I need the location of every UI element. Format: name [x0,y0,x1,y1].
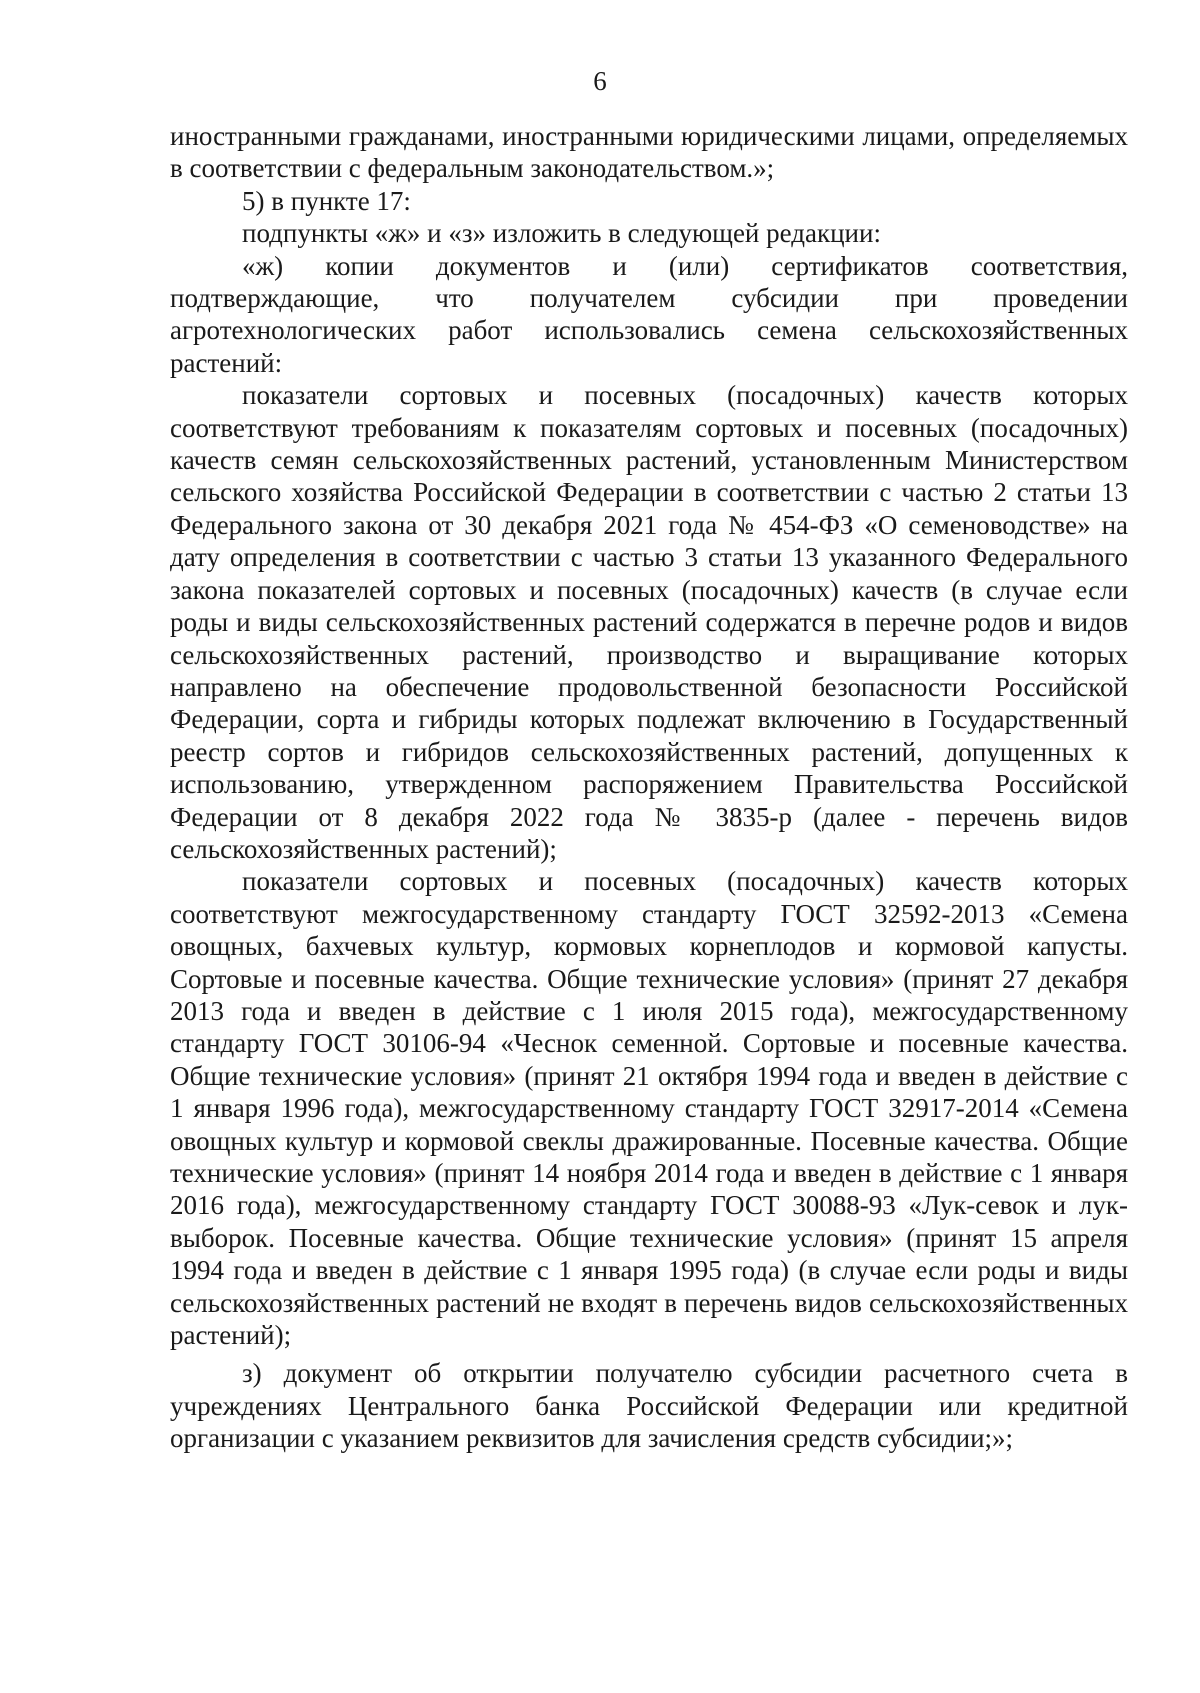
document-body [170,120,1128,1455]
paragraph-continuation: иностранными гражданами, иностранными юридическими лицами, определяемых в соответствии с федеральным законодательством.»; [170,121,1128,184]
paragraph-subpoint-z: з) документ об открытии получателю субсидии расчетного счета в учреждениях Центрального банка Российской Федерации или кредитной организации с указанием реквизитов для зачисления средств субсидии;»; [170,1358,1128,1454]
paragraph-item-5: 5) в пункте 17: [242,185,411,216]
paragraph-quality-requirements: показатели сортовых и посевных (посадочных) качеств которых соответствуют требованиям к показателям сортовых и посевных (посадочных) качеств семян сельскохозяйственных растений, установленным Министерством сельского хозяйства Российской Федерации в соответствии с частью 2 статьи 13 Федерального закона от 30 декабря 2021 года № 454-ФЗ «О семеноводстве» на дату определения в соответствии с частью 3 статьи 13 указанного Федерального закона показателей сортовых и посевных (посадочных) качеств (в случае если роды и виды сельскохозяйственных растений содержатся в перечне родов и видов сельскохозяйственных растений, производство и выращивание которых направлено на обеспечение продовольственной безопасности Российской Федерации, сорта и гибриды которых подлежат включению в Государственный реестр сортов и гибридов сельскохозяйственных растений, допущенных к использованию, утвержденном распоряжением Правительства Российской Федерации от 8 декабря 2022 года № 3835-р (далее - перечень видов сельскохозяйственных растений); [170,380,1128,864]
paragraph-subpoint-zh: «ж) копии документов и (или) сертификатов соответствия, подтверждающие, что получателем субсидии при проведении агротехнологических работ использовались семена сельскохозяйственных растений: [170,250,1128,378]
page-number: 6 [593,66,607,96]
paragraph-gost-standards: показатели сортовых и посевных (посадочных) качеств которых соответствуют межгосударственному стандарту ГОСТ 32592-2013 «Семена овощных, бахчевых культур, кормовых корнеплодов и кормовой капусты. Сортовые и посевные качества. Общие технические условия» (принят 27 декабря 2013 года и введен в действие с 1 июля 2015 года), межгосударственному стандарту ГОСТ 30106-94 «Чеснок семенной. Сортовые и посевные качества. Общие технические условия» (принят 21 октября 1994 года и введен в действие с 1 января 1996 года), межгосударственному стандарту ГОСТ 32917-2014 «Семена овощных культур и кормовой свеклы дражированные. Посевные качества. Общие технические условия» (принят 14 ноября 2014 года и введен в действие с 1 января 2016 года), межгосударственному стандарту ГОСТ 30088-93 «Лук-севок и лук-выборок. Посевные качества. Общие технические условия» (принят 15 апреля 1994 года и введен в действие с 1 января 1995 года) (в случае если роды и виды сельскохозяйственных растений не входят в перечень видов сельскохозяйственных растений); [170,866,1128,1351]
paragraph-subpoints-intro: подпункты «ж» и «з» изложить в следующей редакции: [242,218,881,249]
